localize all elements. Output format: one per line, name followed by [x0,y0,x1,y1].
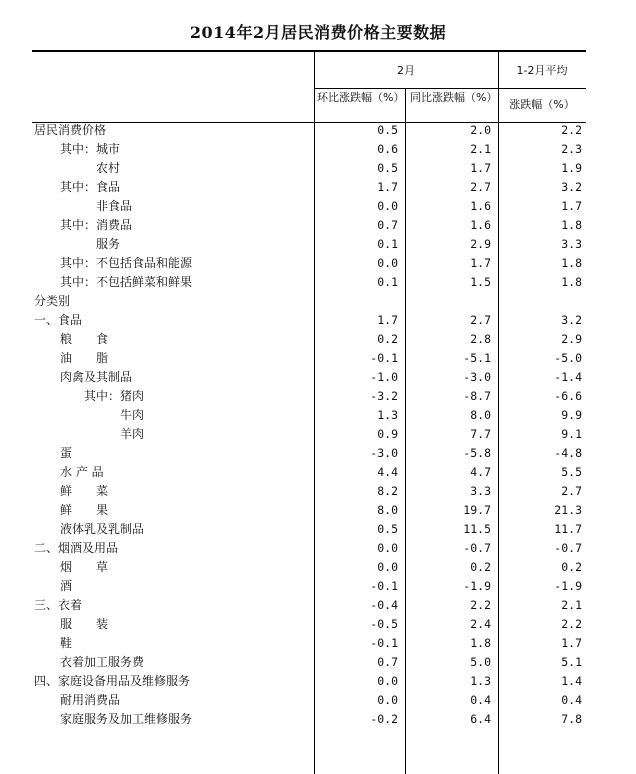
avg-value: 1.7 [561,636,582,650]
yoy-value: 1.6 [470,218,491,232]
avg-value: 5.5 [561,465,582,479]
table-row [32,577,586,596]
avg-value: 2.3 [561,142,582,156]
avg-value: 3.3 [561,237,582,251]
avg-value: -0.7 [554,541,582,555]
table-row [32,178,586,197]
row-label: 鞋 [60,636,73,650]
yoy-value: 1.7 [470,256,491,270]
yoy-value: 5.0 [470,655,491,669]
mom-value: 1.7 [377,313,398,327]
row-label: 四、家庭设备用品及维修服务 [34,674,191,688]
yoy-value: 3.3 [470,484,491,498]
header-group-avg: 1-2月平均 [516,64,568,77]
mom-value: -1.0 [370,370,398,384]
row-label: 三、衣着 [34,598,83,612]
avg-value: 5.1 [561,655,582,669]
table-row [32,558,586,577]
mom-value: -0.1 [370,636,398,650]
yoy-value: 2.4 [470,617,491,631]
mom-value: 0.9 [377,427,398,441]
yoy-value: 0.2 [470,560,491,574]
table-row [32,691,586,710]
yoy-value: 19.7 [463,503,491,517]
row-label: 服务 [96,237,121,251]
mom-value: 0.5 [377,123,398,137]
yoy-value: -5.8 [463,446,491,460]
table-row [32,425,586,444]
row-label: 水 产 品 [60,465,104,479]
yoy-value: 2.1 [470,142,491,156]
mom-value: 1.3 [377,408,398,422]
table-row [32,235,586,254]
row-label: 衣着加工服务费 [60,655,145,669]
row-label: 油 脂 [60,351,109,365]
yoy-value: 8.0 [470,408,491,422]
yoy-value: -1.9 [463,579,491,593]
yoy-value: 0.4 [470,693,491,707]
yoy-value: -3.0 [463,370,491,384]
mom-value: 0.1 [377,275,398,289]
mom-value: 0.0 [377,674,398,688]
table-row [32,634,586,653]
avg-value: 3.2 [561,180,582,194]
yoy-value: 1.3 [470,674,491,688]
row-label: 耐用消费品 [60,693,121,707]
row-label: 其中：食品 [60,180,121,194]
table-row [32,216,586,235]
row-label: 其中：消费品 [60,218,133,232]
avg-value: 1.8 [561,218,582,232]
avg-value: -1.9 [554,579,582,593]
row-label: 鲜 菜 [60,484,109,498]
mom-value: 8.0 [377,503,398,517]
table-row [32,406,586,425]
mom-value: 0.6 [377,142,398,156]
row-label: 其中：猪肉 [84,389,145,403]
yoy-value: 1.5 [470,275,491,289]
avg-value: -4.8 [554,446,582,460]
table-row [32,140,586,159]
table-row [32,672,586,691]
table-row [32,121,586,140]
row-label: 蛋 [60,446,73,460]
header-col-avg: 涨跌幅（%） [509,98,575,111]
table-row [32,273,586,292]
yoy-value: 2.8 [470,332,491,346]
row-label: 家庭服务及加工维修服务 [60,712,193,726]
page-title: 2014年2月居民消费价格主要数据 [189,23,447,42]
mom-value: -0.1 [370,351,398,365]
row-label: 农村 [96,161,121,175]
row-label: 非食品 [96,199,133,213]
mom-value: 0.7 [377,218,398,232]
table-row [32,254,586,273]
mom-value: -0.4 [370,598,398,612]
row-label: 粮 食 [60,332,109,346]
yoy-value: 1.6 [470,199,491,213]
mom-value: 0.5 [377,161,398,175]
avg-value: 2.2 [561,617,582,631]
mom-value: -3.0 [370,446,398,460]
mom-value: 0.0 [377,541,398,555]
avg-value: 21.3 [554,503,582,517]
mom-value: -0.2 [370,712,398,726]
mom-value: 0.1 [377,237,398,251]
yoy-value: -8.7 [463,389,491,403]
mom-value: -0.5 [370,617,398,631]
col-divider-1 [314,50,315,122]
table-row [32,311,586,330]
mom-value: 0.0 [377,693,398,707]
row-label: 液体乳及乳制品 [60,522,145,536]
yoy-value: 1.8 [470,636,491,650]
yoy-value: 2.2 [470,598,491,612]
avg-value: 2.7 [561,484,582,498]
table-row [32,653,586,672]
table-row [32,463,586,482]
avg-value: 9.9 [561,408,582,422]
table-row [32,159,586,178]
row-label: 二、烟酒及用品 [34,541,119,555]
avg-value: 1.8 [561,256,582,270]
avg-value: 0.2 [561,560,582,574]
row-label: 其中：不包括食品和能源 [60,256,193,270]
row-label: 服 装 [60,617,109,631]
avg-value: 0.4 [561,693,582,707]
col-divider-2 [405,88,406,122]
mom-value: -0.1 [370,579,398,593]
yoy-value: 2.0 [470,123,491,137]
avg-value: 1.7 [561,199,582,213]
yoy-value: 11.5 [463,522,491,536]
row-label: 居民消费价格 [34,123,107,137]
mom-value: 0.5 [377,522,398,536]
mom-value: 8.2 [377,484,398,498]
mom-value: -3.2 [370,389,398,403]
row-label: 其中：不包括鲜菜和鲜果 [60,275,193,289]
row-label: 一、食品 [34,313,83,327]
yoy-value: 2.9 [470,237,491,251]
table-row [32,197,586,216]
table-row [32,501,586,520]
avg-value: -6.6 [554,389,582,403]
avg-value: 7.8 [561,712,582,726]
mom-value: 0.0 [377,256,398,270]
yoy-value: 1.7 [470,161,491,175]
row-label: 分类别 [34,294,71,308]
yoy-value: 4.7 [470,465,491,479]
table-row [32,482,586,501]
row-label: 羊肉 [120,427,145,441]
header-group-month: 2月 [397,64,415,77]
table-top-rule [32,50,586,52]
avg-value: -1.4 [554,370,582,384]
table-row [32,615,586,634]
yoy-value: 2.7 [470,313,491,327]
avg-value: 3.2 [561,313,582,327]
table-row [32,292,586,311]
avg-value: 2.9 [561,332,582,346]
row-label: 烟 草 [60,560,109,574]
table-body [32,121,586,729]
yoy-value: -0.7 [463,541,491,555]
avg-value: 2.1 [561,598,582,612]
table-row [32,349,586,368]
row-label: 鲜 果 [60,503,109,517]
mom-value: 4.4 [377,465,398,479]
avg-value: 9.1 [561,427,582,441]
yoy-value: -5.1 [463,351,491,365]
mom-value: 0.2 [377,332,398,346]
avg-value: 11.7 [554,522,582,536]
yoy-value: 7.7 [470,427,491,441]
table-row [32,596,586,615]
table-row [32,330,586,349]
mom-value: 0.0 [377,560,398,574]
mom-value: 1.7 [377,180,398,194]
avg-value: 1.4 [561,674,582,688]
table-row [32,710,586,729]
avg-value: -5.0 [554,351,582,365]
mom-value: 0.0 [377,199,398,213]
table-row [32,368,586,387]
yoy-value: 6.4 [470,712,491,726]
mom-value: 0.7 [377,655,398,669]
row-label: 酒 [60,579,73,593]
table-row [32,520,586,539]
row-label: 牛肉 [120,408,145,422]
yoy-value: 2.7 [470,180,491,194]
header-col-mom: 环比涨跌幅（%） [317,91,405,104]
header-col-yoy: 同比涨跌幅（%） [410,91,498,104]
table-row [32,444,586,463]
row-label: 其中：城市 [60,142,121,156]
row-label: 肉禽及其制品 [60,370,133,384]
table-row [32,387,586,406]
avg-value: 1.8 [561,275,582,289]
avg-value: 1.9 [561,161,582,175]
table-row [32,539,586,558]
avg-value: 2.2 [561,123,582,137]
